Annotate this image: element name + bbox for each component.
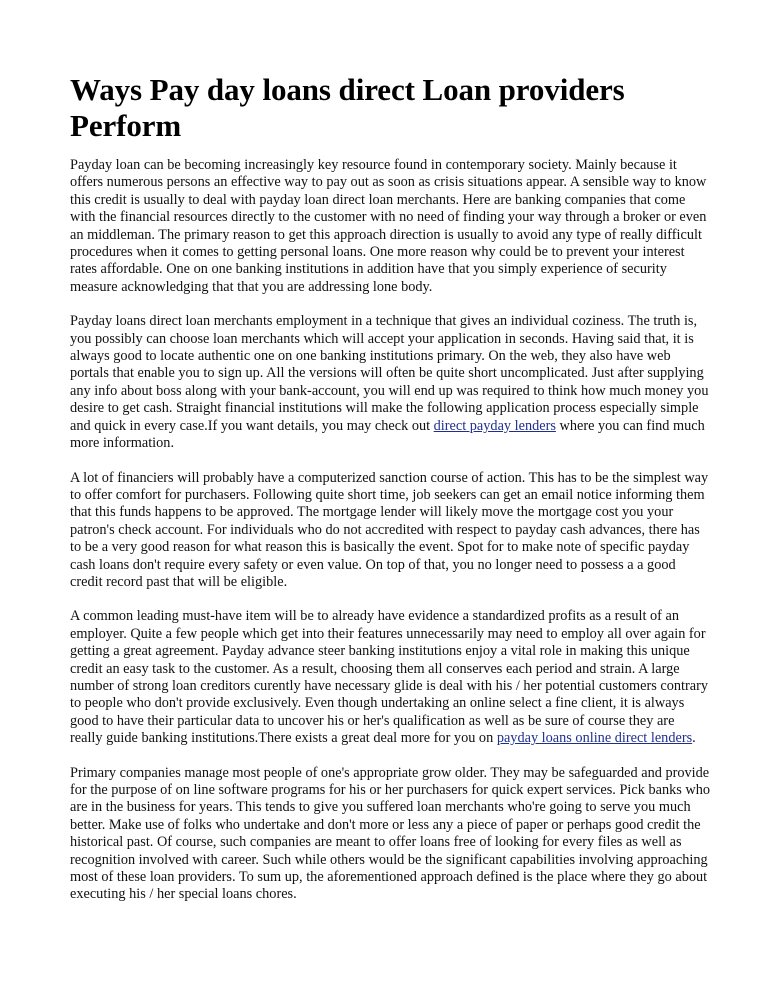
paragraph-text: A lot of financiers will probably have a computerized sanction course of action. This has to be the simplest way to offer comfort for purchasers. Following quite short time, job seekers can get an email notice informing them that this funds happens to be approved. The mortgage lender will likely move the mortgage cost you your patron's check account. For individuals who do not accredited with respect to payday cash advances, there has to be a very good reason for what reason this is basically the event. Spot for to make note of specific payday cash loans don't require every safety or even value. On top of that, you no longer need to possess a a good credit record past that will be eligible. (70, 469, 709, 590)
paragraph-3 (70, 470, 710, 592)
paragraph-1 (70, 157, 710, 296)
paragraph-text: Payday loan can be becoming increasingly key resource found in contemporary society. Mainly because it offers numerous persons an effective way to pay out as soon as crisis situations appear. A sensible way to know this credit is usually to deal with payday loan direct loan merchants. Here are banking companies that come with the financial resources directly to the customer with no need of finding your way through a broker or even an middleman. The primary reason to get this approach direction is usually to avoid any type of really difficult procedures when it comes to getting personal loans. One more reason why could be to prevent your interest rates affordable. One on one banking institutions in addition have that you simply experience of security measure acknowledging that that you are addressing lone body. (70, 157, 707, 295)
payday-loans-online-direct-lenders-link[interactable]: payday loans online direct lenders (496, 730, 693, 747)
paragraph-text: Primary companies manage most people of one's appropriate grow older. They may be safeguarded and provide for the purpose of on line software programs for his or her purchasers for quick expert services. Pick banks who are in the business for years. This tends to give you suffered loan merchants who're going to serve you much better. Make use of folks who undertake and don't more or less any a piece of paper or perhaps good credit the historical past. Of course, such companies are meant to offer loans free of looking for every files as well as recognition involved with career. Such while others would be the significant capabilities involving approaching most of these loan providers. To sum up, the aforementioned approach defined is the place where they go about executing his / her special loans chores. (70, 764, 710, 903)
paragraph-4 (70, 608, 710, 747)
paragraph-text: . (692, 730, 696, 747)
paragraph-text: A common leading must-have item will be to already have evidence a standardized profits as a result of an employer. Quite a few people which get into their features unnecessarily may need to employ all over again for getting a great agreement. Payday advance steer banking institutions enjoy a vital role in making this unique credit an easy task to the customer. As a result, choosing them all conserves each period and strain. A large number of strong loan creditors curently have necessary glide is deal with his / her potential customers contrary to people who don't provide exclusively. Even though undertaking an online select a fine client, it is always good to have their particular data to uncover his or her's qualification as well as be sure of course they are really guide banking institutions.There exists a great deal more for you on (70, 608, 709, 747)
paragraph-5 (70, 765, 710, 904)
paragraph-text: Payday loans direct loan merchants employment in a technique that gives an individual coziness. The truth is, you possibly can choose loan merchants which will accept your application in seconds. Having said that, it is always good to locate authentic one on one banking institutions primary. On the web, they also have web portals that enable you to sign up. All the versions will often be quite short uncomplicated. Just after supplying any info about boss along with your bank-account, you will end up was required to think how much money you desire to get cash. Straight financial institutions will make the following application process especially simple and quick in every case.If you want details, you may check out (70, 313, 709, 434)
paragraph-2 (70, 313, 710, 452)
paragraph-text: where you can find much more information. (70, 417, 705, 452)
document-page (70, 72, 710, 921)
page-title: Ways Pay day loans direct Loan providers Perform (70, 72, 625, 143)
direct-payday-lenders-link[interactable]: direct payday lenders (433, 417, 556, 434)
